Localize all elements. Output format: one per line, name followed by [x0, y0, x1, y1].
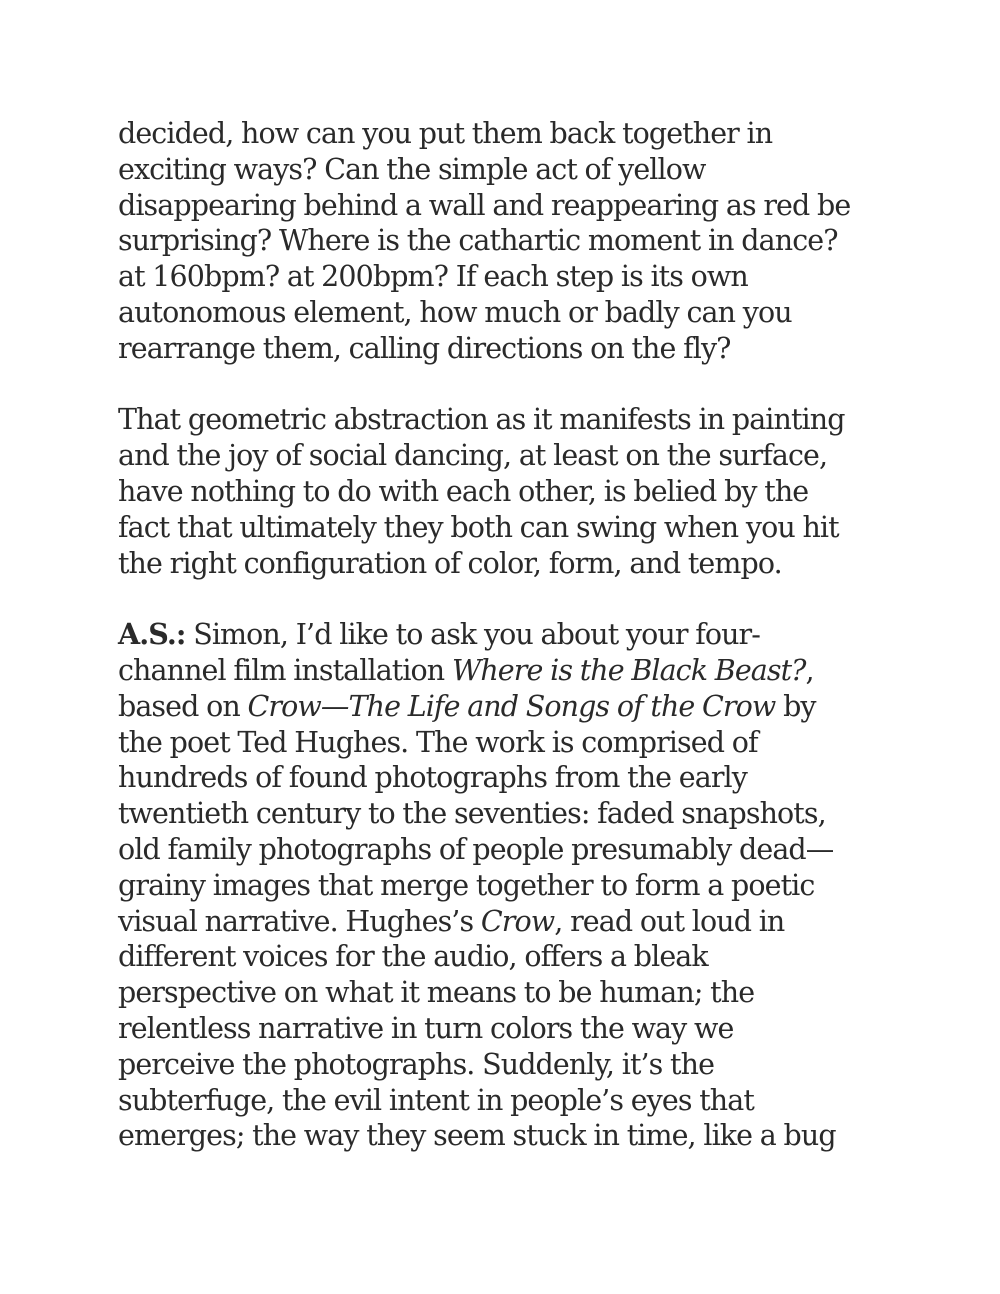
text-line: fact that ultimately they both can swing when you hit	[118, 510, 839, 544]
text-line: the right configuration of color, form, and tempo.	[118, 546, 782, 580]
text-line: subterfuge, the evil intent in people’s eyes that	[118, 1083, 754, 1117]
paragraph-1	[118, 116, 908, 367]
text-line	[118, 617, 908, 653]
text-line: twentieth century to the seventies: faded snapshots,	[118, 797, 826, 831]
text-line	[118, 653, 908, 689]
text-span: , read out loud in	[554, 904, 785, 938]
text-line: surprising? Where is the cathartic moment in dance?	[118, 224, 838, 258]
text-line: That geometric abstraction as it manifests in painting	[118, 403, 845, 437]
text-span: ,	[805, 653, 814, 687]
text-line	[118, 904, 908, 940]
text-span: Simon, I’d like to ask you about your four-	[185, 618, 761, 652]
text-line: exciting ways? Can the simple act of yellow	[118, 152, 706, 186]
text-line: and the joy of social dancing, at least on the surface,	[118, 439, 828, 473]
text-span: visual narrative. Hughes’s	[118, 904, 481, 938]
text-line: have nothing to do with each other, is belied by the	[118, 474, 809, 508]
text-line: decided, how can you put them back together in	[118, 117, 773, 150]
book-title-italic: Crow	[480, 904, 555, 938]
text-line: autonomous element, how much or badly can you	[118, 295, 792, 329]
text-span: based on	[118, 689, 248, 723]
text-span: channel film installation	[118, 653, 452, 687]
paragraph-2	[118, 402, 908, 581]
document-page	[118, 116, 908, 1190]
text-line: old family photographs of people presumably dead—	[118, 832, 834, 866]
text-line: perceive the photographs. Suddenly, it’s the	[118, 1047, 715, 1081]
text-line	[118, 689, 908, 725]
text-line: disappearing behind a wall and reappearing as red be	[118, 188, 851, 222]
work-title-italic: Where is the Black Beast?	[451, 653, 806, 687]
text-line: different voices for the audio, offers a bleak	[118, 940, 708, 974]
speaker-label: A.S.:	[118, 617, 186, 652]
text-line: at 160bpm? at 200bpm? If each step is its own	[118, 260, 748, 294]
book-title-italic: Crow—The Life and Songs of the Crow	[247, 689, 776, 723]
text-line: emerges; the way they seem stuck in time, like a bug	[118, 1119, 836, 1153]
paragraph-3-interview-question	[118, 617, 908, 1154]
text-line: perspective on what it means to be human; the	[118, 976, 755, 1010]
text-line: the poet Ted Hughes. The work is comprised of	[118, 725, 758, 759]
text-span: by	[775, 689, 816, 723]
text-line: rearrange them, calling directions on the fly?	[118, 331, 731, 365]
text-line: hundreds of found photographs from the early	[118, 761, 747, 795]
text-line: grainy images that merge together to form a poetic	[118, 868, 815, 902]
text-line: relentless narrative in turn colors the way we	[118, 1011, 734, 1045]
